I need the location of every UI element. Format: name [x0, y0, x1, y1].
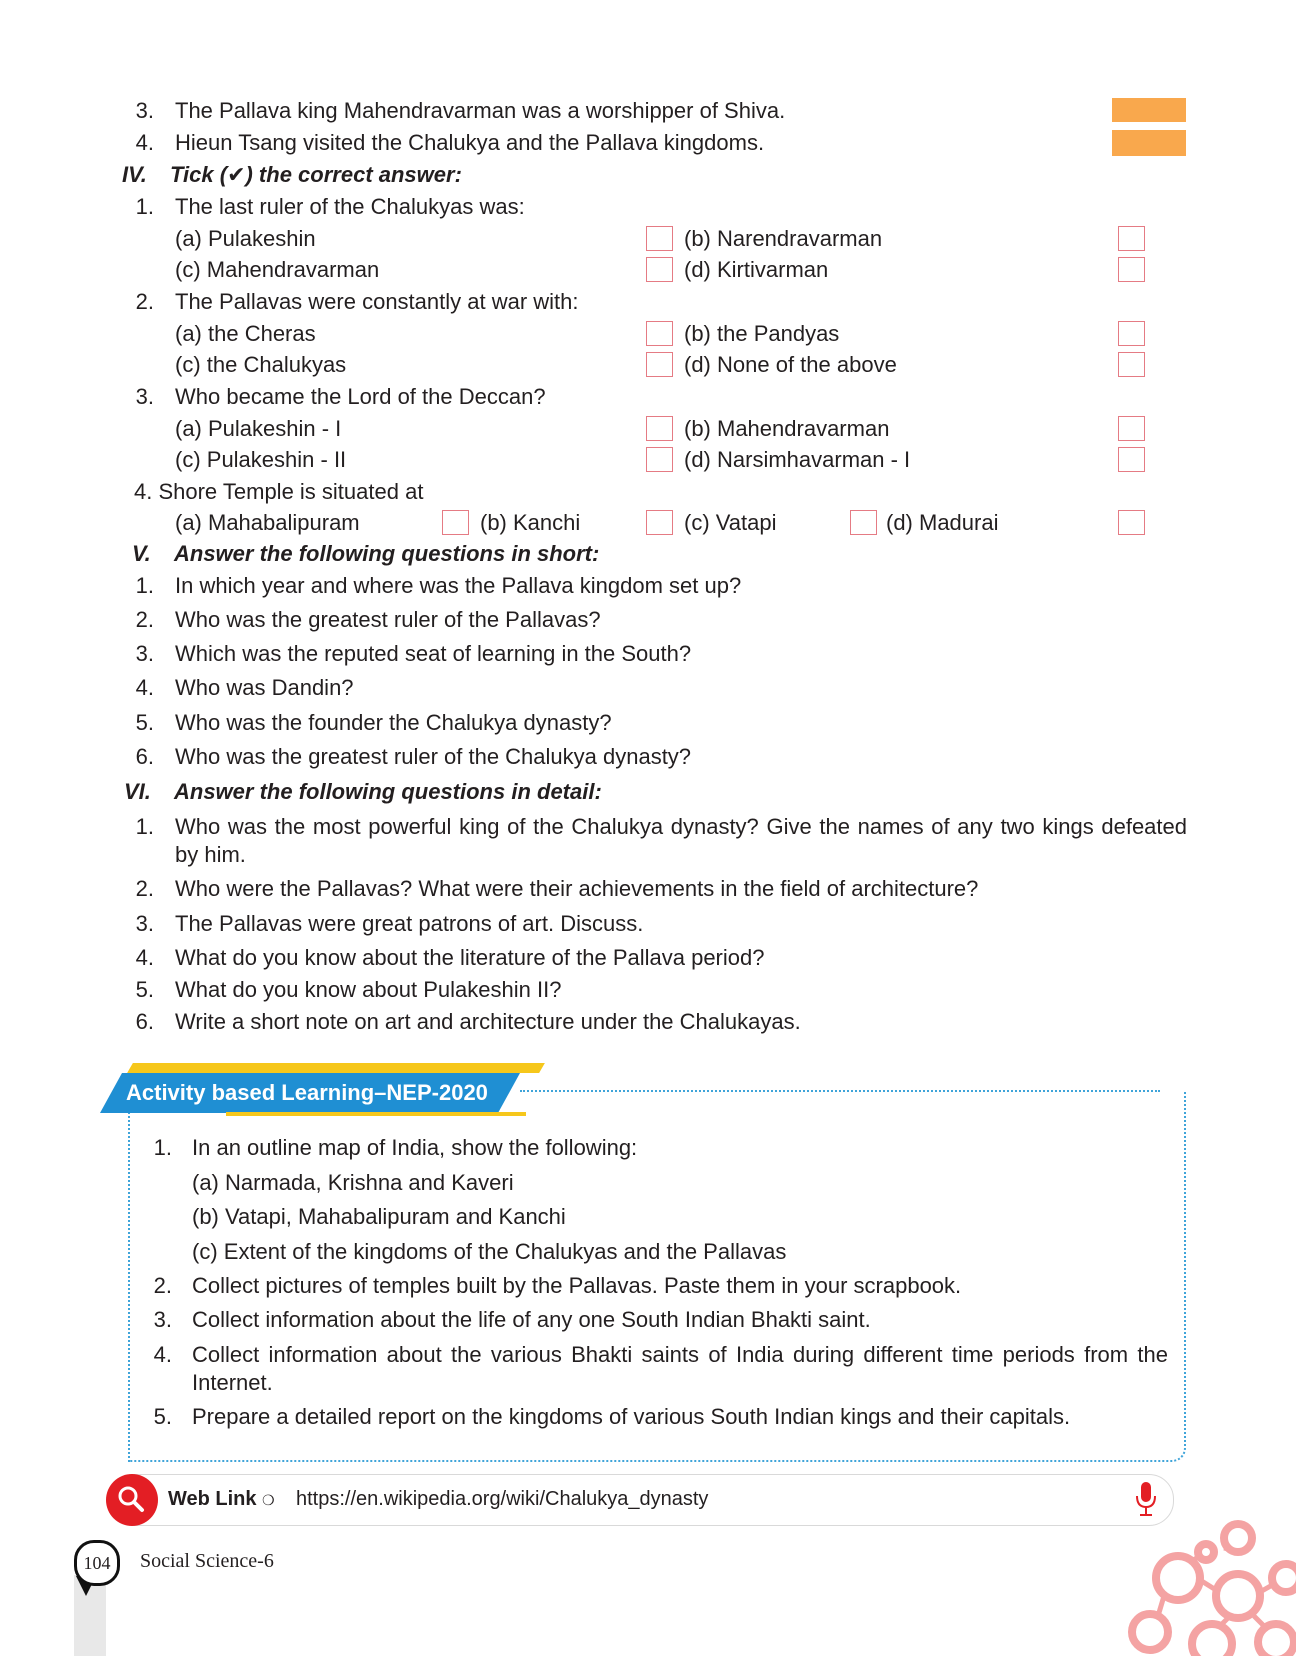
- tick-box[interactable]: [646, 510, 673, 535]
- search-icon: [106, 1474, 158, 1526]
- activity-text: Prepare a detailed report on the kingdoms of various South Indian kings and their capitals.: [192, 1404, 1071, 1429]
- option-a: (a) the Cheras: [175, 321, 316, 346]
- question-text: What do you know about the literature of the Pallava period?: [175, 945, 765, 970]
- question-text: The Pallavas were great patrons of art. Discuss.: [175, 911, 644, 936]
- question-text: Who was the greatest ruler of the Chalukya dynasty?: [175, 744, 692, 769]
- item-number: 3.: [135, 98, 154, 123]
- banner-accent: [127, 1063, 545, 1073]
- question-number: 6.: [135, 1009, 154, 1034]
- section-heading-vi: [124, 778, 602, 806]
- bullet-icon: ❍: [262, 1492, 275, 1508]
- question-number: 2.: [135, 607, 154, 632]
- tick-box[interactable]: [646, 257, 673, 282]
- option-a: (a) Pulakeshin - I: [175, 416, 342, 441]
- weblink-label-text: Web Link: [168, 1488, 257, 1510]
- question-number: 4.: [135, 945, 154, 970]
- section-title: Answer the following questions in short:: [174, 541, 600, 566]
- activity-number: 5.: [153, 1404, 172, 1429]
- question-text: Who became the Lord of the Deccan?: [175, 384, 546, 409]
- option-d: (d) Narsimhavarman - I: [684, 447, 911, 472]
- question-number: 3.: [135, 911, 154, 936]
- page-number: 104: [74, 1540, 120, 1586]
- option-b: (b) Mahendravarman: [684, 416, 890, 441]
- question-number: 6.: [135, 744, 154, 769]
- section-heading-iv: [122, 161, 462, 189]
- tick-box[interactable]: [646, 416, 673, 441]
- tick-box[interactable]: [1118, 257, 1145, 282]
- activity-number: 4.: [153, 1342, 172, 1367]
- banner-stripe: [226, 1112, 526, 1116]
- question-text: The Pallavas were constantly at war with:: [175, 289, 579, 314]
- question-number: 1.: [135, 814, 154, 839]
- question-number: 2.: [135, 289, 154, 314]
- section-title: Tick (✔) the correct answer:: [170, 162, 462, 187]
- section-roman: VI.: [124, 779, 151, 804]
- activity-number: 1.: [153, 1135, 172, 1160]
- activity-title: Activity based Learning–NEP-2020: [126, 1080, 488, 1105]
- question-number: 4.: [135, 675, 154, 700]
- answer-bar-3: [1112, 98, 1186, 122]
- activity-number: 3.: [153, 1307, 172, 1332]
- tick-box[interactable]: [1118, 226, 1145, 251]
- option-c: (c) Pulakeshin - II: [175, 447, 347, 472]
- tick-box[interactable]: [442, 510, 469, 535]
- microphone-icon[interactable]: [1134, 1480, 1158, 1518]
- option-b: (b) Kanchi: [480, 510, 581, 535]
- question-number: 5.: [135, 710, 154, 735]
- decorative-circles-icon: [1120, 1520, 1296, 1656]
- question-number: 3.: [135, 641, 154, 666]
- option-b: (b) Narendravarman: [684, 226, 883, 251]
- section-title: Answer the following questions in detail:: [174, 779, 602, 804]
- section-heading-v: [132, 540, 599, 568]
- tick-box[interactable]: [646, 226, 673, 251]
- tick-box[interactable]: [646, 447, 673, 472]
- option-c: (c) Vatapi: [684, 510, 777, 535]
- weblink-label: [168, 1486, 275, 1513]
- activity-text: In an outline map of India, show the following:: [192, 1135, 638, 1160]
- book-title: Social Science-6: [140, 1550, 274, 1572]
- question-text: What do you know about Pulakeshin II?: [175, 977, 562, 1002]
- item-number: 4.: [135, 130, 154, 155]
- activity-text: Collect pictures of temples built by the Pallavas. Paste them in your scrapbook.: [192, 1273, 962, 1298]
- section-roman: V.: [132, 541, 151, 566]
- question-text: Who were the Pallavas? What were their achievements in the field of architecture?: [175, 876, 979, 901]
- activity-number: 2.: [153, 1273, 172, 1298]
- answer-bar-4: [1112, 130, 1186, 156]
- question-number: 3.: [135, 384, 154, 409]
- tick-box[interactable]: [646, 352, 673, 377]
- question-text: Which was the reputed seat of learning in the South?: [175, 641, 692, 666]
- tick-box[interactable]: [1118, 416, 1145, 441]
- question-text: Who was the most powerful king of the Chalukya dynasty? Give the names of any two kings defeated by him.: [175, 814, 1187, 867]
- option-c: (c) Mahendravarman: [175, 257, 380, 282]
- option-d: (d) None of the above: [684, 352, 897, 377]
- activity-subitem: (a) Narmada, Krishna and Kaveri: [192, 1170, 514, 1195]
- statement-text: The Pallava king Mahendravarman was a worshipper of Shiva.: [175, 98, 786, 123]
- question-text: In which year and where was the Pallava kingdom set up?: [175, 573, 742, 598]
- section-roman: IV.: [122, 162, 147, 187]
- weblink-url[interactable]: https://en.wikipedia.org/wiki/Chalukya_dynasty: [296, 1488, 709, 1510]
- tick-box[interactable]: [1118, 321, 1145, 346]
- option-d: (d) Kirtivarman: [684, 257, 829, 282]
- activity-text: Collect information about the life of any one South Indian Bhakti saint.: [192, 1307, 871, 1332]
- question-text: 4. Shore Temple is situated at: [134, 479, 424, 504]
- option-c: (c) the Chalukyas: [175, 352, 347, 377]
- activity-text: Collect information about the various Bhakti saints of India during different time periods from the Internet.: [192, 1342, 1168, 1395]
- question-text: The last ruler of the Chalukyas was:: [175, 194, 525, 219]
- question-number: 2.: [135, 876, 154, 901]
- option-a: (a) Mahabalipuram: [175, 510, 360, 535]
- tick-box[interactable]: [1118, 352, 1145, 377]
- question-text: Who was Dandin?: [175, 675, 354, 700]
- option-a: (a) Pulakeshin: [175, 226, 316, 251]
- activity-subitem: (b) Vatapi, Mahabalipuram and Kanchi: [192, 1204, 566, 1229]
- question-number: 1.: [135, 194, 154, 219]
- question-number: 5.: [135, 977, 154, 1002]
- question-text: Who was the founder the Chalukya dynasty?: [175, 710, 612, 735]
- statement-text: Hieun Tsang visited the Chalukya and the Pallava kingdoms.: [175, 130, 765, 155]
- tick-box[interactable]: [850, 510, 877, 535]
- tick-box[interactable]: [1118, 447, 1145, 472]
- option-d: (d) Madurai: [886, 510, 999, 535]
- question-text: Who was the greatest ruler of the Pallavas?: [175, 607, 601, 632]
- question-number: 1.: [135, 573, 154, 598]
- question-text: Write a short note on art and architecture under the Chalukayas.: [175, 1009, 801, 1034]
- tick-box[interactable]: [1118, 510, 1145, 535]
- tick-box[interactable]: [646, 321, 673, 346]
- option-b: (b) the Pandyas: [684, 321, 840, 346]
- activity-subitem: (c) Extent of the kingdoms of the Chalukyas and the Pallavas: [192, 1239, 787, 1264]
